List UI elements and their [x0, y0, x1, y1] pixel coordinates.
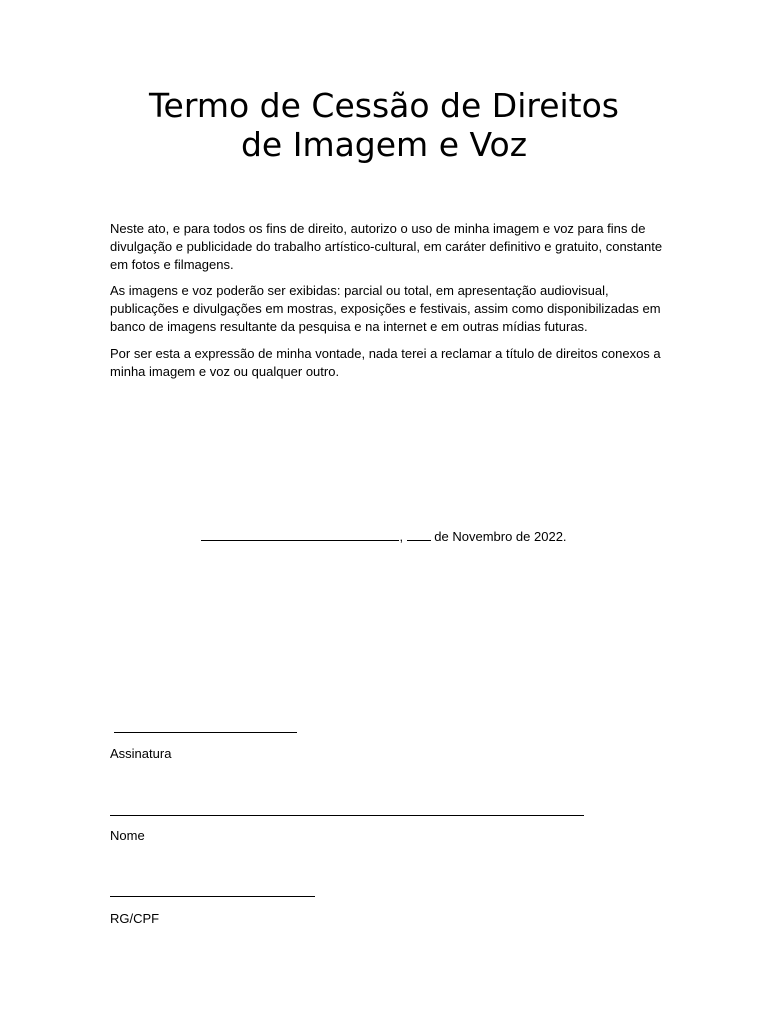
paragraph-waiver: Por ser esta a expressão de minha vontade, nada terei a reclamar a título de direitos conexos a minha imagem e voz ou qualquer outro.	[110, 346, 661, 379]
place-blank[interactable]	[201, 527, 399, 541]
title-line-1: Termo de Cessão de Direitos	[149, 86, 619, 125]
name-line[interactable]	[110, 815, 584, 816]
paragraph-usage: As imagens e voz poderão ser exibidas: parcial ou total, em apresentação audiovisual, publicações e divulgações em mostras, exposições e festivais, assim como disponibilizadas em banco de imagens resultante da pesquisa e na internet e em outras mídias futuras.	[110, 283, 661, 334]
date-separator: ,	[399, 529, 407, 544]
rg-cpf-label: RG/CPF	[110, 911, 160, 926]
title-line-2: de Imagem e Voz	[240, 125, 528, 164]
place-date-line	[0, 527, 768, 546]
day-blank[interactable]	[407, 527, 431, 541]
rg-cpf-line[interactable]	[110, 896, 315, 897]
document-title	[0, 86, 768, 164]
name-label: Nome	[110, 828, 145, 843]
signature-label: Assinatura	[110, 746, 172, 761]
paragraph-authorization: Neste ato, e para todos os fins de direito, autorizo o uso de minha imagem e voz para fins de divulgação e publicidade do trabalho artístico-cultural, em caráter definitivo e gratuito, constante em fotos e filmagens.	[110, 221, 663, 272]
signature-line[interactable]	[114, 732, 297, 733]
date-suffix: de Novembro de 2022.	[430, 529, 567, 544]
